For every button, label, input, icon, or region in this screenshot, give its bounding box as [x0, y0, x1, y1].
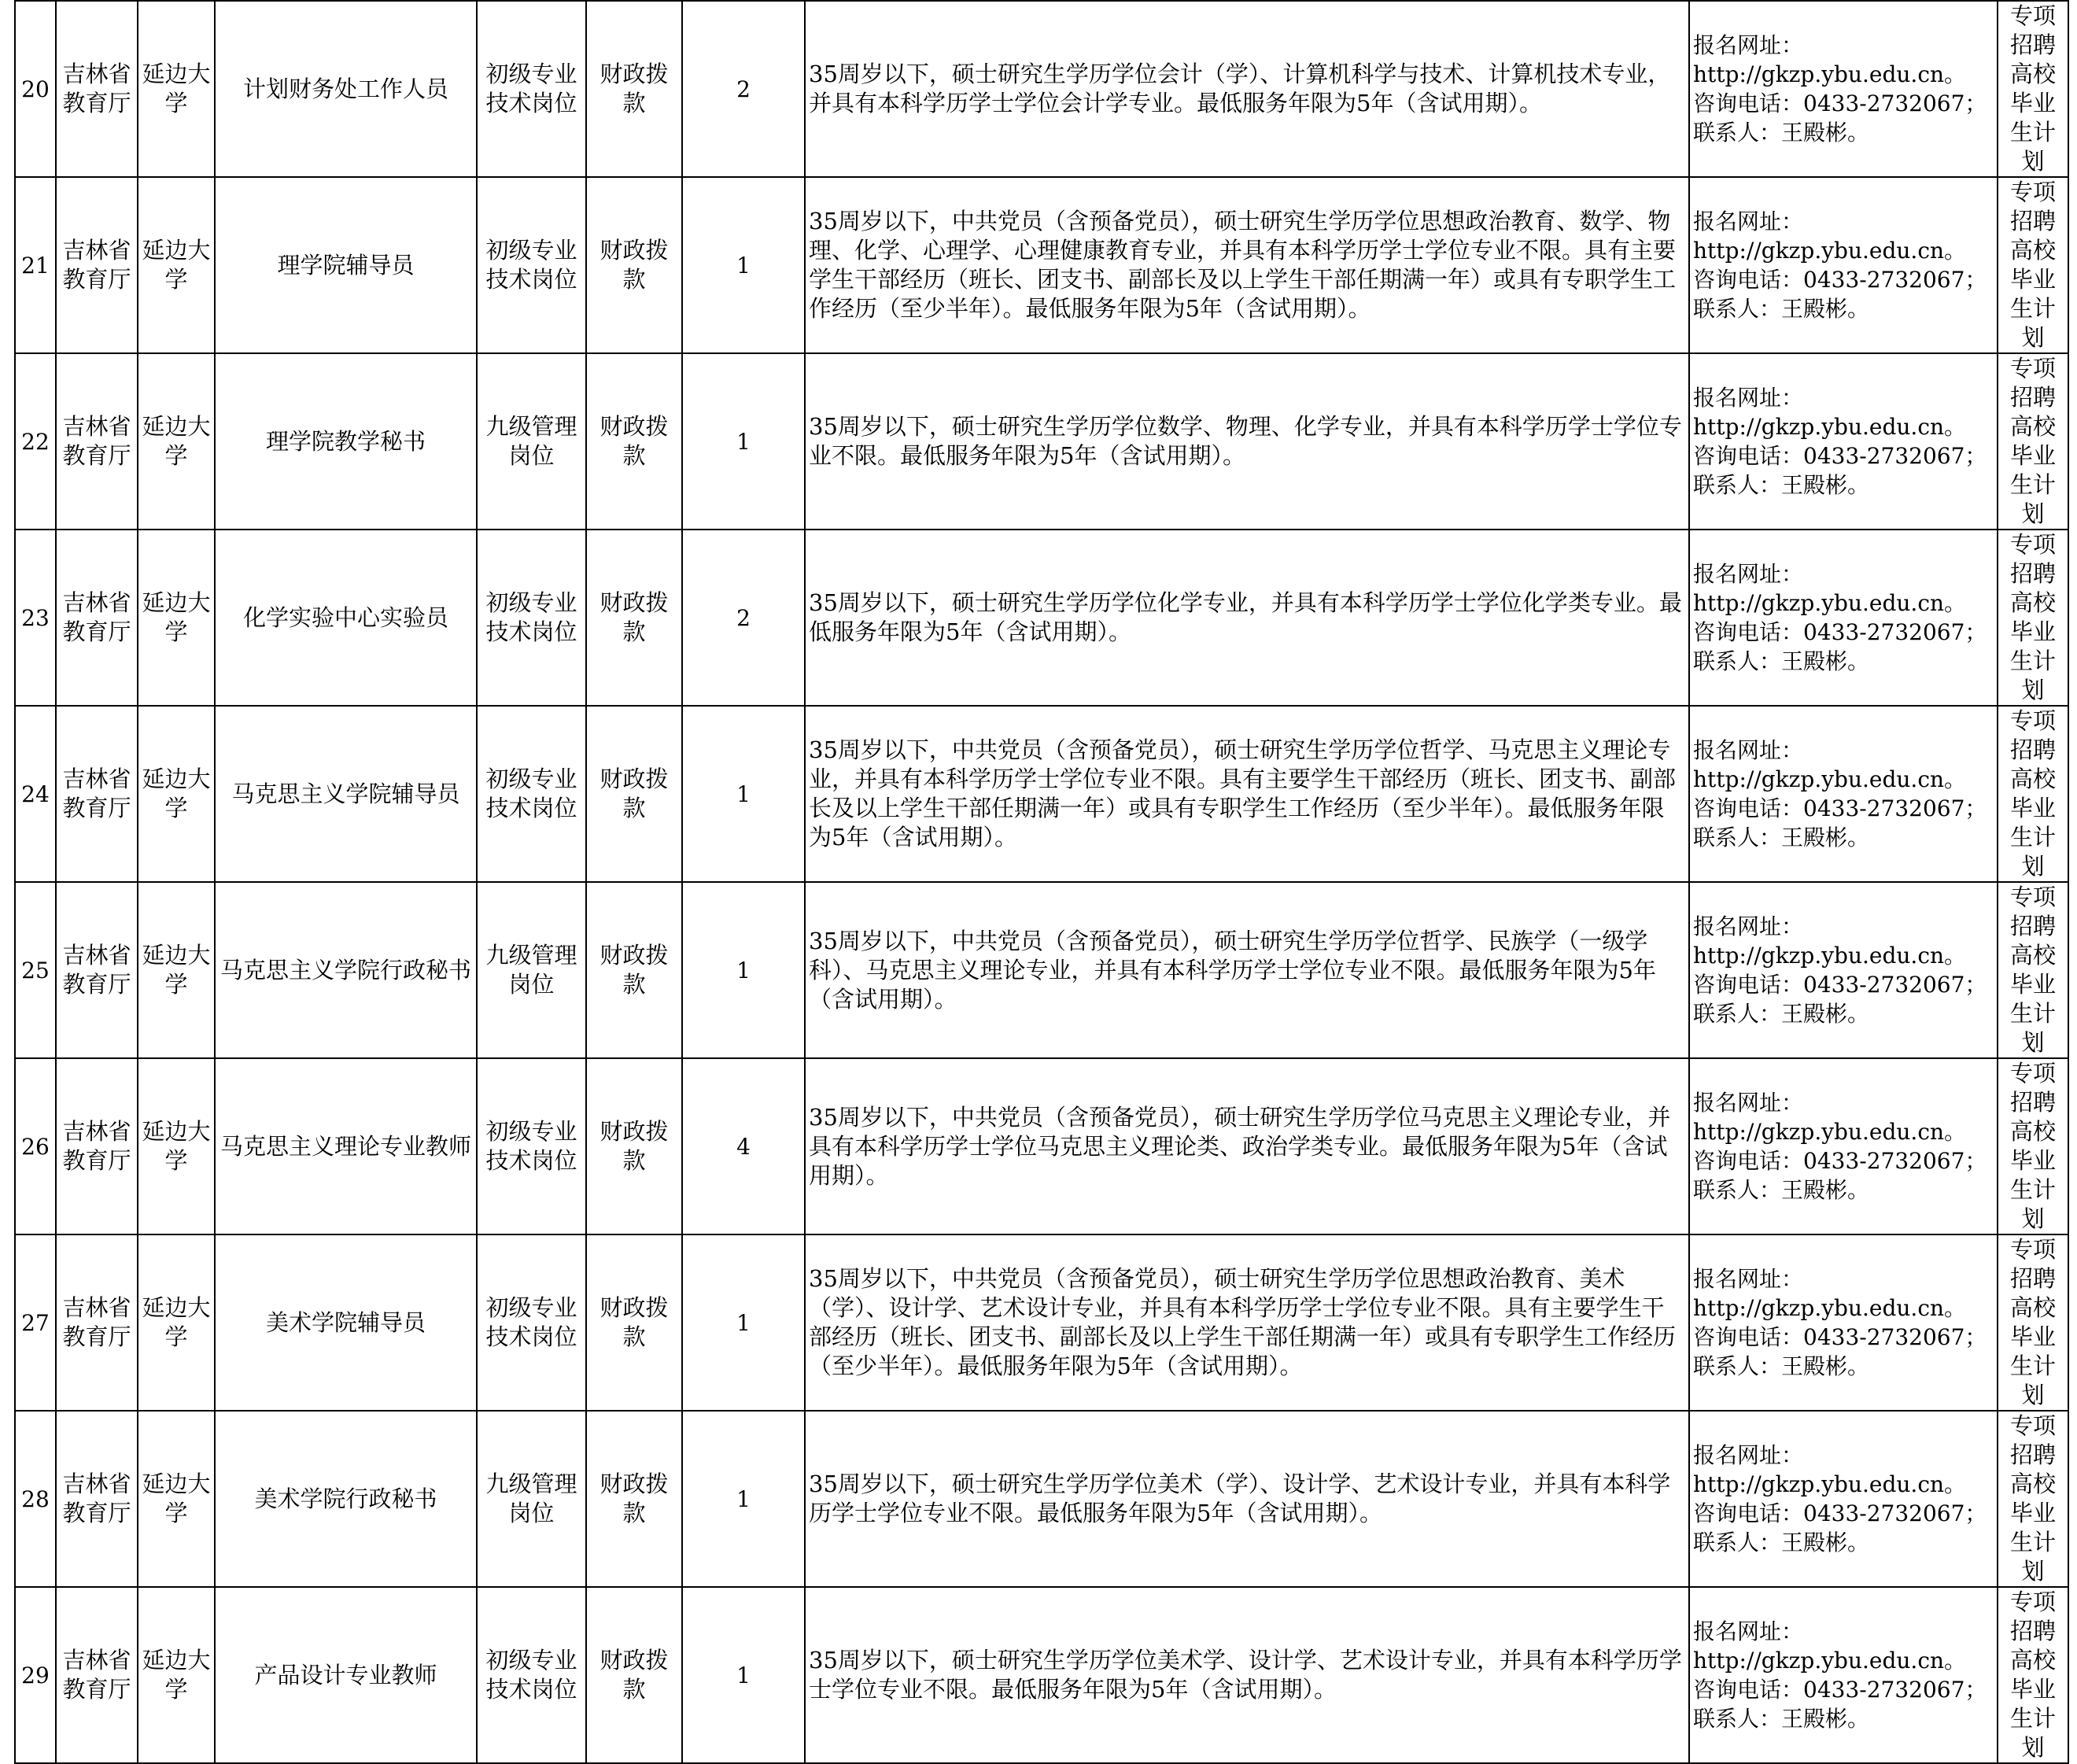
cell-level: 初级专业技术岗位 [477, 1058, 586, 1234]
cell-number: 23 [15, 530, 56, 706]
cell-level: 九级管理岗位 [477, 1411, 586, 1587]
cell-remark: 专项招聘高校毕业生计划 [1998, 1234, 2068, 1411]
cell-count: 1 [682, 1234, 805, 1411]
cell-number: 20 [15, 1, 56, 177]
cell-unit: 延边大学 [138, 1, 215, 177]
contact-line: 报名网址： [1693, 1442, 1804, 1468]
cell-unit: 延边大学 [138, 1234, 215, 1411]
cell-unit: 延边大学 [138, 353, 215, 530]
cell-unit: 延边大学 [138, 177, 215, 353]
cell-unit: 延边大学 [138, 530, 215, 706]
contact-line: 报名网址： [1693, 1618, 1804, 1644]
contact-line: 咨询电话：0433-2732067； [1693, 795, 1987, 821]
cell-funding: 财政拨款 [586, 1411, 682, 1587]
cell-remark: 专项招聘高校毕业生计划 [1998, 1, 2068, 177]
cell-contact [1689, 1, 1998, 177]
contact-line: http://gkzp.ybu.edu.cn。 [1693, 238, 1967, 264]
contact-line: 联系人：王殿彬。 [1693, 1001, 1870, 1027]
cell-unit: 延边大学 [138, 1587, 215, 1763]
cell-funding: 财政拨款 [586, 882, 682, 1058]
table-row [15, 1, 2068, 177]
cell-contact [1689, 1411, 1998, 1587]
contact-line: 咨询电话：0433-2732067； [1693, 619, 1987, 645]
cell-remark: 专项招聘高校毕业生计划 [1998, 706, 2068, 882]
cell-funding: 财政拨款 [586, 1, 682, 177]
cell-level: 九级管理岗位 [477, 882, 586, 1058]
cell-count: 1 [682, 706, 805, 882]
cell-number: 27 [15, 1234, 56, 1411]
cell-requirements: 35周岁以下，硕士研究生学历学位会计（学）、计算机科学与技术、计算机技术专业，并具有本科学历学士学位会计学专业。最低服务年限为5年（含试用期）。 [805, 1, 1689, 177]
cell-number: 26 [15, 1058, 56, 1234]
cell-count: 1 [682, 177, 805, 353]
cell-position: 马克思主义学院行政秘书 [215, 882, 477, 1058]
table-row [15, 1587, 2068, 1763]
cell-department: 吉林省教育厅 [56, 1058, 138, 1234]
cell-funding: 财政拨款 [586, 1234, 682, 1411]
cell-requirements: 35周岁以下，中共党员（含预备党员），硕士研究生学历学位哲学、马克思主义理论专业，并具有本科学历学士学位专业不限。具有主要学生干部经历（班长、团支书、副部长及以上学生干部任期满一年）或具有专职学生工作经历（至少半年）。最低服务年限为5年（含试用期）。 [805, 706, 1689, 882]
contact-line: 报名网址： [1693, 737, 1804, 763]
contact-line: http://gkzp.ybu.edu.cn。 [1693, 1119, 1967, 1145]
contact-line: 咨询电话：0433-2732067； [1693, 972, 1987, 998]
cell-funding: 财政拨款 [586, 177, 682, 353]
cell-level: 初级专业技术岗位 [477, 1587, 586, 1763]
cell-count: 2 [682, 1, 805, 177]
contact-line: 报名网址： [1693, 913, 1804, 939]
contact-line: http://gkzp.ybu.edu.cn。 [1693, 414, 1967, 440]
cell-contact [1689, 177, 1998, 353]
cell-position: 理学院教学秘书 [215, 353, 477, 530]
contact-line: 联系人：王殿彬。 [1693, 648, 1870, 674]
cell-remark: 专项招聘高校毕业生计划 [1998, 1058, 2068, 1234]
cell-department: 吉林省教育厅 [56, 1411, 138, 1587]
cell-contact [1689, 1058, 1998, 1234]
cell-count: 4 [682, 1058, 805, 1234]
table-row [15, 530, 2068, 706]
cell-department: 吉林省教育厅 [56, 530, 138, 706]
cell-position: 计划财务处工作人员 [215, 1, 477, 177]
contact-line: http://gkzp.ybu.edu.cn。 [1693, 766, 1967, 792]
cell-contact [1689, 1587, 1998, 1763]
cell-contact [1689, 706, 1998, 882]
contact-line: http://gkzp.ybu.edu.cn。 [1693, 61, 1967, 87]
cell-remark: 专项招聘高校毕业生计划 [1998, 1411, 2068, 1587]
table-row [15, 353, 2068, 530]
cell-number: 28 [15, 1411, 56, 1587]
table-row [15, 882, 2068, 1058]
cell-remark: 专项招聘高校毕业生计划 [1998, 882, 2068, 1058]
cell-position: 美术学院行政秘书 [215, 1411, 477, 1587]
cell-requirements: 35周岁以下，硕士研究生学历学位化学专业，并具有本科学历学士学位化学类专业。最低服务年限为5年（含试用期）。 [805, 530, 1689, 706]
cell-level: 初级专业技术岗位 [477, 177, 586, 353]
cell-contact [1689, 353, 1998, 530]
cell-department: 吉林省教育厅 [56, 882, 138, 1058]
cell-position: 产品设计专业教师 [215, 1587, 477, 1763]
cell-count: 1 [682, 1411, 805, 1587]
contact-line: 报名网址： [1693, 385, 1804, 411]
cell-funding: 财政拨款 [586, 1058, 682, 1234]
table-row [15, 1234, 2068, 1411]
cell-funding: 财政拨款 [586, 530, 682, 706]
contact-line: 咨询电话：0433-2732067； [1693, 267, 1987, 293]
contact-line: http://gkzp.ybu.edu.cn。 [1693, 1648, 1967, 1674]
cell-number: 25 [15, 882, 56, 1058]
contact-line: 咨询电话：0433-2732067； [1693, 1677, 1987, 1703]
cell-department: 吉林省教育厅 [56, 1234, 138, 1411]
cell-funding: 财政拨款 [586, 1587, 682, 1763]
cell-number: 29 [15, 1587, 56, 1763]
cell-department: 吉林省教育厅 [56, 177, 138, 353]
cell-department: 吉林省教育厅 [56, 1, 138, 177]
cell-requirements: 35周岁以下，硕士研究生学历学位美术学、设计学、艺术设计专业，并具有本科学历学士学位专业不限。最低服务年限为5年（含试用期）。 [805, 1587, 1689, 1763]
contact-line: http://gkzp.ybu.edu.cn。 [1693, 590, 1967, 616]
cell-number: 21 [15, 177, 56, 353]
cell-count: 2 [682, 530, 805, 706]
contact-line: 咨询电话：0433-2732067； [1693, 1148, 1987, 1174]
table-body [15, 1, 2068, 1763]
contact-line: 联系人：王殿彬。 [1693, 472, 1870, 498]
contact-line: 联系人：王殿彬。 [1693, 825, 1870, 851]
cell-remark: 专项招聘高校毕业生计划 [1998, 530, 2068, 706]
cell-department: 吉林省教育厅 [56, 353, 138, 530]
contact-line: 咨询电话：0433-2732067； [1693, 443, 1987, 469]
cell-level: 初级专业技术岗位 [477, 706, 586, 882]
cell-contact [1689, 882, 1998, 1058]
cell-requirements: 35周岁以下，硕士研究生学历学位美术（学）、设计学、艺术设计专业，并具有本科学历学士学位专业不限。最低服务年限为5年（含试用期）。 [805, 1411, 1689, 1587]
cell-requirements: 35周岁以下，中共党员（含预备党员），硕士研究生学历学位哲学、民族学（一级学科）、马克思主义理论专业，并具有本科学历学士学位专业不限。最低服务年限为5年（含试用期）。 [805, 882, 1689, 1058]
table-row [15, 706, 2068, 882]
contact-line: 联系人：王殿彬。 [1693, 1353, 1870, 1379]
contact-line: 联系人：王殿彬。 [1693, 1706, 1870, 1732]
cell-count: 1 [682, 882, 805, 1058]
cell-count: 1 [682, 1587, 805, 1763]
cell-department: 吉林省教育厅 [56, 1587, 138, 1763]
contact-line: http://gkzp.ybu.edu.cn。 [1693, 1295, 1967, 1321]
cell-remark: 专项招聘高校毕业生计划 [1998, 353, 2068, 530]
cell-unit: 延边大学 [138, 706, 215, 882]
cell-contact [1689, 530, 1998, 706]
cell-count: 1 [682, 353, 805, 530]
cell-position: 马克思主义理论专业教师 [215, 1058, 477, 1234]
cell-position: 美术学院辅导员 [215, 1234, 477, 1411]
cell-level: 初级专业技术岗位 [477, 1234, 586, 1411]
cell-requirements: 35周岁以下，中共党员（含预备党员），硕士研究生学历学位思想政治教育、美术（学）、设计学、艺术设计专业，并具有本科学历学士学位专业不限。具有主要学生干部经历（班长、团支书、副部长及以上学生干部任期满一年）或具有专职学生工作经历（至少半年）。最低服务年限为5年（含试用期）。 [805, 1234, 1689, 1411]
contact-line: 咨询电话：0433-2732067； [1693, 1324, 1987, 1350]
contact-line: 报名网址： [1693, 1090, 1804, 1116]
cell-position: 化学实验中心实验员 [215, 530, 477, 706]
contact-line: 联系人：王殿彬。 [1693, 120, 1870, 146]
contact-line: 报名网址： [1693, 561, 1804, 587]
table-row [15, 1411, 2068, 1587]
cell-unit: 延边大学 [138, 882, 215, 1058]
contact-line: 报名网址： [1693, 209, 1804, 234]
contact-line: http://gkzp.ybu.edu.cn。 [1693, 943, 1967, 969]
cell-unit: 延边大学 [138, 1058, 215, 1234]
cell-level: 九级管理岗位 [477, 353, 586, 530]
contact-line: 报名网址： [1693, 32, 1804, 58]
cell-requirements: 35周岁以下，中共党员（含预备党员），硕士研究生学历学位马克思主义理论专业，并具有本科学历学士学位马克思主义理论类、政治学类专业。最低服务年限为5年（含试用期）。 [805, 1058, 1689, 1234]
contact-line: 联系人：王殿彬。 [1693, 1530, 1870, 1555]
contact-line: 联系人：王殿彬。 [1693, 296, 1870, 322]
contact-line: 报名网址： [1693, 1266, 1804, 1292]
contact-line: 咨询电话：0433-2732067； [1693, 1500, 1987, 1526]
contact-line: 联系人：王殿彬。 [1693, 1177, 1870, 1203]
cell-requirements: 35周岁以下，中共党员（含预备党员），硕士研究生学历学位思想政治教育、数学、物理、化学、心理学、心理健康教育专业，并具有本科学历学士学位专业不限。具有主要学生干部经历（班长、团支书、副部长及以上学生干部任期满一年）或具有专职学生工作经历（至少半年）。最低服务年限为5年（含试用期）。 [805, 177, 1689, 353]
cell-number: 22 [15, 353, 56, 530]
table-row [15, 177, 2068, 353]
cell-department: 吉林省教育厅 [56, 706, 138, 882]
cell-level: 初级专业技术岗位 [477, 530, 586, 706]
cell-contact [1689, 1234, 1998, 1411]
cell-funding: 财政拨款 [586, 706, 682, 882]
cell-level: 初级专业技术岗位 [477, 1, 586, 177]
cell-requirements: 35周岁以下，硕士研究生学历学位数学、物理、化学专业，并具有本科学历学士学位专业不限。最低服务年限为5年（含试用期）。 [805, 353, 1689, 530]
table-row [15, 1058, 2068, 1234]
cell-position: 马克思主义学院辅导员 [215, 706, 477, 882]
cell-remark: 专项招聘高校毕业生计划 [1998, 1587, 2068, 1763]
cell-position: 理学院辅导员 [215, 177, 477, 353]
cell-unit: 延边大学 [138, 1411, 215, 1587]
cell-number: 24 [15, 706, 56, 882]
contact-line: http://gkzp.ybu.edu.cn。 [1693, 1471, 1967, 1497]
cell-funding: 财政拨款 [586, 353, 682, 530]
recruitment-table [14, 0, 2069, 1764]
contact-line: 咨询电话：0433-2732067； [1693, 90, 1987, 116]
cell-remark: 专项招聘高校毕业生计划 [1998, 177, 2068, 353]
